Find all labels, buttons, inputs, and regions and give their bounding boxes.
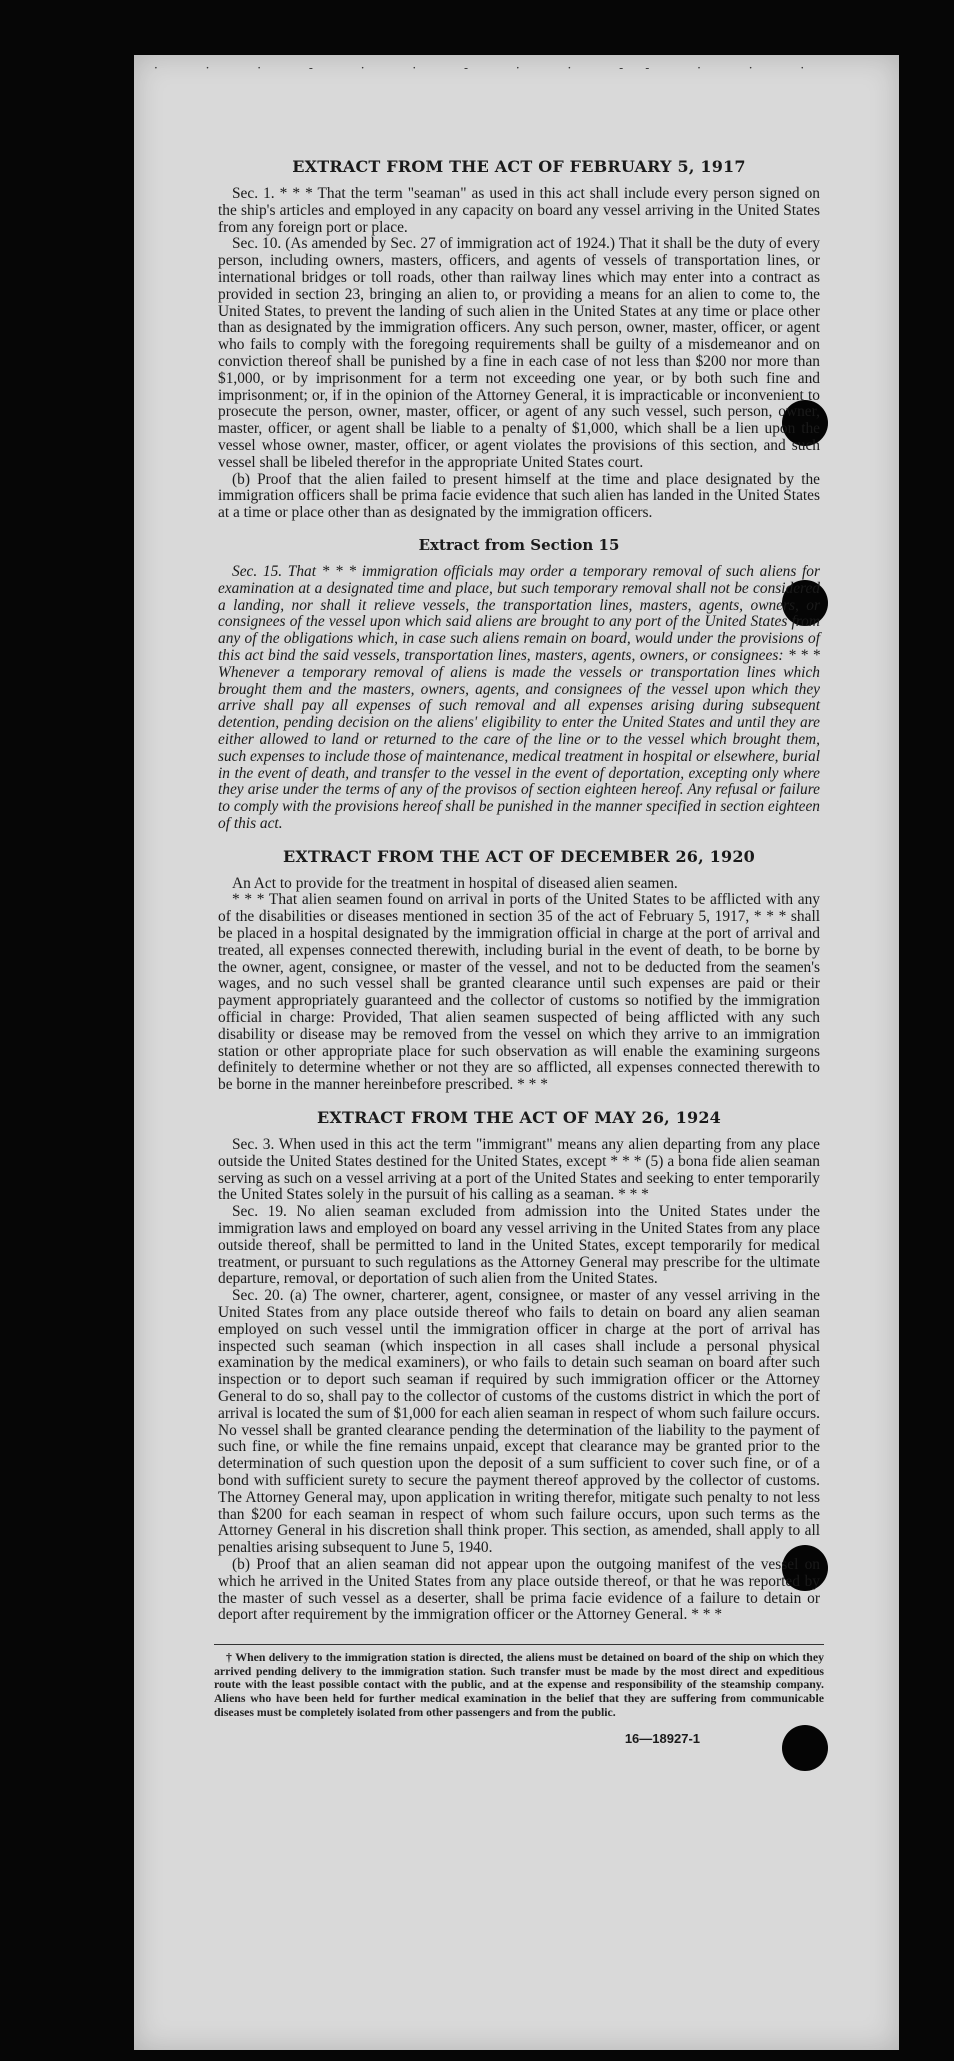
- document-page: [134, 55, 899, 2050]
- section-extract-15: [218, 536, 820, 833]
- paragraph-sec-3: Sec. 3. When used in this act the term "immigrant" means any alien departing from any place outside the United States destined for the United States, except * * * (5) a bona fide alien seaman serving as such on a vessel arriving at a port of the United States and seeking to enter temporarily the United States solely in the pursuit of his calling as a seaman. * * *: [218, 1136, 820, 1204]
- section-act-1917: [218, 157, 820, 522]
- heading-section-15: Extract from Section 15: [418, 535, 620, 554]
- document-number: 16—18927-1: [624, 1731, 700, 1747]
- document-body: [214, 157, 824, 1747]
- paragraph-sec-10: Sec. 10. (As amended by Sec. 27 of immigration act of 1924.) That it shall be the duty of every person, including owners, masters, officers, and agents of vessels of transportation lines, or international bridges or toll roads, other than railway lines which may enter into a contract as provided in section 23, bringing an alien to, or providing a means for an alien to come to, the United States, to prevent the landing of such alien in the United States at any time or place other than as designated by the immigration officers. Any such person, owner, master, officer, or agent who fails to comply with the foregoing requirements shall be guilty of a misdemeanor and on conviction thereof shall be punished by a fine in each case of not less than $200 nor more than $1,000, or by imprisonment for a term not exceeding one year, or by both such fine and imprisonment; or, if in the opinion of the Attorney General, it is impracticable or inconvenient to prosecute the person, owner, master, officer, or agent of any such vessel, such person, owner, master, officer, or agent shall be liable to a penalty of $1,000, which shall be a lien upon the vessel whose owner, master, officer, or agent violates the provisions of this section, and such vessel shall be libeled therefor in the appropriate United States court.: [218, 235, 820, 471]
- footnote: [214, 1644, 824, 1719]
- heading-act-1920: EXTRACT FROM THE ACT OF DECEMBER 26, 1920: [282, 846, 756, 866]
- paragraph-sec-10-b: (b) Proof that the alien failed to present himself at the time and place designated by the immigration officers shall be prima facie evidence that such alien has landed in the United States at a time or place other than as designated by the immigration officers.: [218, 470, 820, 522]
- footnote-text: † When delivery to the immigration station is directed, the aliens must be detained on board of the ship on which they arrived pending delivery to the immigration station. Such transfer must be made by the most direct and expeditious route with the least possible contact with the public, and at the expense and responsibility of the steamship company. Aliens who have been held for further medical examination in the belief that they are suffering from communicable diseases must be completely isolated from other passengers and from the public.: [214, 1650, 824, 1719]
- heading-act-1924: EXTRACT FROM THE ACT OF MAY 26, 1924: [316, 1108, 722, 1128]
- paragraph-1920-title: An Act to provide for the treatment in hospital of diseased alien seamen.: [232, 874, 678, 892]
- paragraph-sec-15: Sec. 15. That * * * immigration officials may order a temporary removal of such aliens for examination at a designated time and place, but such temporary removal shall not be considered a landing, nor shall it relieve vessels, the transportation lines, masters, agents, owners, or consignees of the vessel upon which said aliens are brought to any port of the United States from any of the obligations which, in case such aliens remain on board, would under the provisions of this act bind the said vessels, transportation lines, masters, agents, owners, or consignees: * * * Whenever a temporary removal of aliens is made the vessels or transportation lines which brought them and the masters, owners, agents, and consignees of the vessel upon which they arrive shall pay all expenses of such removal and all expenses arising during subsequent detention, pending decision on the aliens' eligibility to enter the United States and until they are either allowed to land or returned to the care of the line or to the vessel which brought them, such expenses to include those of maintenance, medical treatment in hospital or elsewhere, burial in the event of death, and transfer to the vessel in the event of deportation, excepting only where they arise under the terms of any of the provisos of section eighteen hereof. Any refusal or failure to comply with the provisions hereof shall be punished in the manner specified in section eighteen of this act.: [218, 562, 820, 832]
- paragraph-sec-20-a: Sec. 20. (a) The owner, charterer, agent, consignee, or master of any vessel arriving in the United States from any place outside thereof who fails to detain on board any alien seaman employed on such vessel until the immigration officer in charge at the port of arrival has inspected such seaman (which inspection in all cases shall include a personal physical examination by the medical examiners), or who fails to detain such seaman on board after such inspection or to deport such seaman if required by such immigration officer or the Attorney General to do so, shall pay to the collector of customs of the customs district in which the port of arrival is located the sum of $1,000 for each alien seaman in respect of whom such failure occurs. No vessel shall be granted clearance pending the determination of the liability to the payment of such fine, or while the fine remains unpaid, except that clearance may be granted prior to the determination of such question upon the deposit of a sum sufficient to cover such fine, or of a bond with sufficient surety to secure the payment thereof approved by the collector of customs. The Attorney General may, upon application in writing therefor, mitigate such penalty to not less than $200 for each seaman in respect of whom such failure occurs, upon such terms as the Attorney General in his discretion shall think proper. This section, as amended, shall apply to all penalties arising subsequent to June 5, 1940.: [218, 1287, 820, 1557]
- paragraph-sec-19: Sec. 19. No alien seaman excluded from admission into the United States under the immigration laws and employed on board any vessel arriving in the United States from any place outside thereof, shall be permitted to land in the United States, except temporarily for medical treatment, or pursuant to such regulations as the Attorney General may prescribe for the ultimate departure, removal, or deportation of such alien from the United States.: [218, 1203, 820, 1288]
- heading-act-1917: EXTRACT FROM THE ACT OF FEBRUARY 5, 1917: [292, 157, 746, 176]
- section-act-1924: [218, 1108, 820, 1624]
- paragraph-sec-1: Sec. 1. * * * That the term "seaman" as used in this act shall include every person signed on the ship's articles and employed in any capacity on board any vessel arriving in the United States from any foreign port or place.: [218, 185, 820, 236]
- section-act-1920: [218, 847, 820, 1094]
- paragraph-1920-body: * * * That alien seamen found on arrival in ports of the United States to be afflicted with any of the disabilities or diseases mentioned in section 35 of the act of February 5, 1917, * * * shall be placed in a hospital designated by the immigration official in charge at the port of arrival and treated, all expenses connected therewith, including burial in the event of death, to be borne by the owner, agent, consignee, or master of the vessel, and not to be deducted from the seamen's wages, and no such vessel shall be granted clearance until such expenses are paid or their payment appropriately guaranteed and the collector of customs so notified by the immigration official in charge: Provided, That alien seamen suspected of being afflicted with any such disability or disease may be removed from the vessel on which they arrive to an immigration station or other appropriate place for such observation as will enable the examining surgeons definitely to determine whether or not they are so afflicted, all expenses connected therewith to be borne in the manner hereinbefore prescribed. * * *: [218, 891, 820, 1094]
- top-edge-marks: · · · - · · - · · -- · · ·: [154, 61, 827, 75]
- paragraph-sec-20-b: (b) Proof that an alien seaman did not appear upon the outgoing manifest of the vessel on which he arrived in the United States from any place outside thereof, or that he was reported by the master of such vessel as a deserter, shall be prima facie evidence of a failure to detain or deport after requirement by the immigration officer or the Attorney General. * * *: [218, 1555, 820, 1624]
